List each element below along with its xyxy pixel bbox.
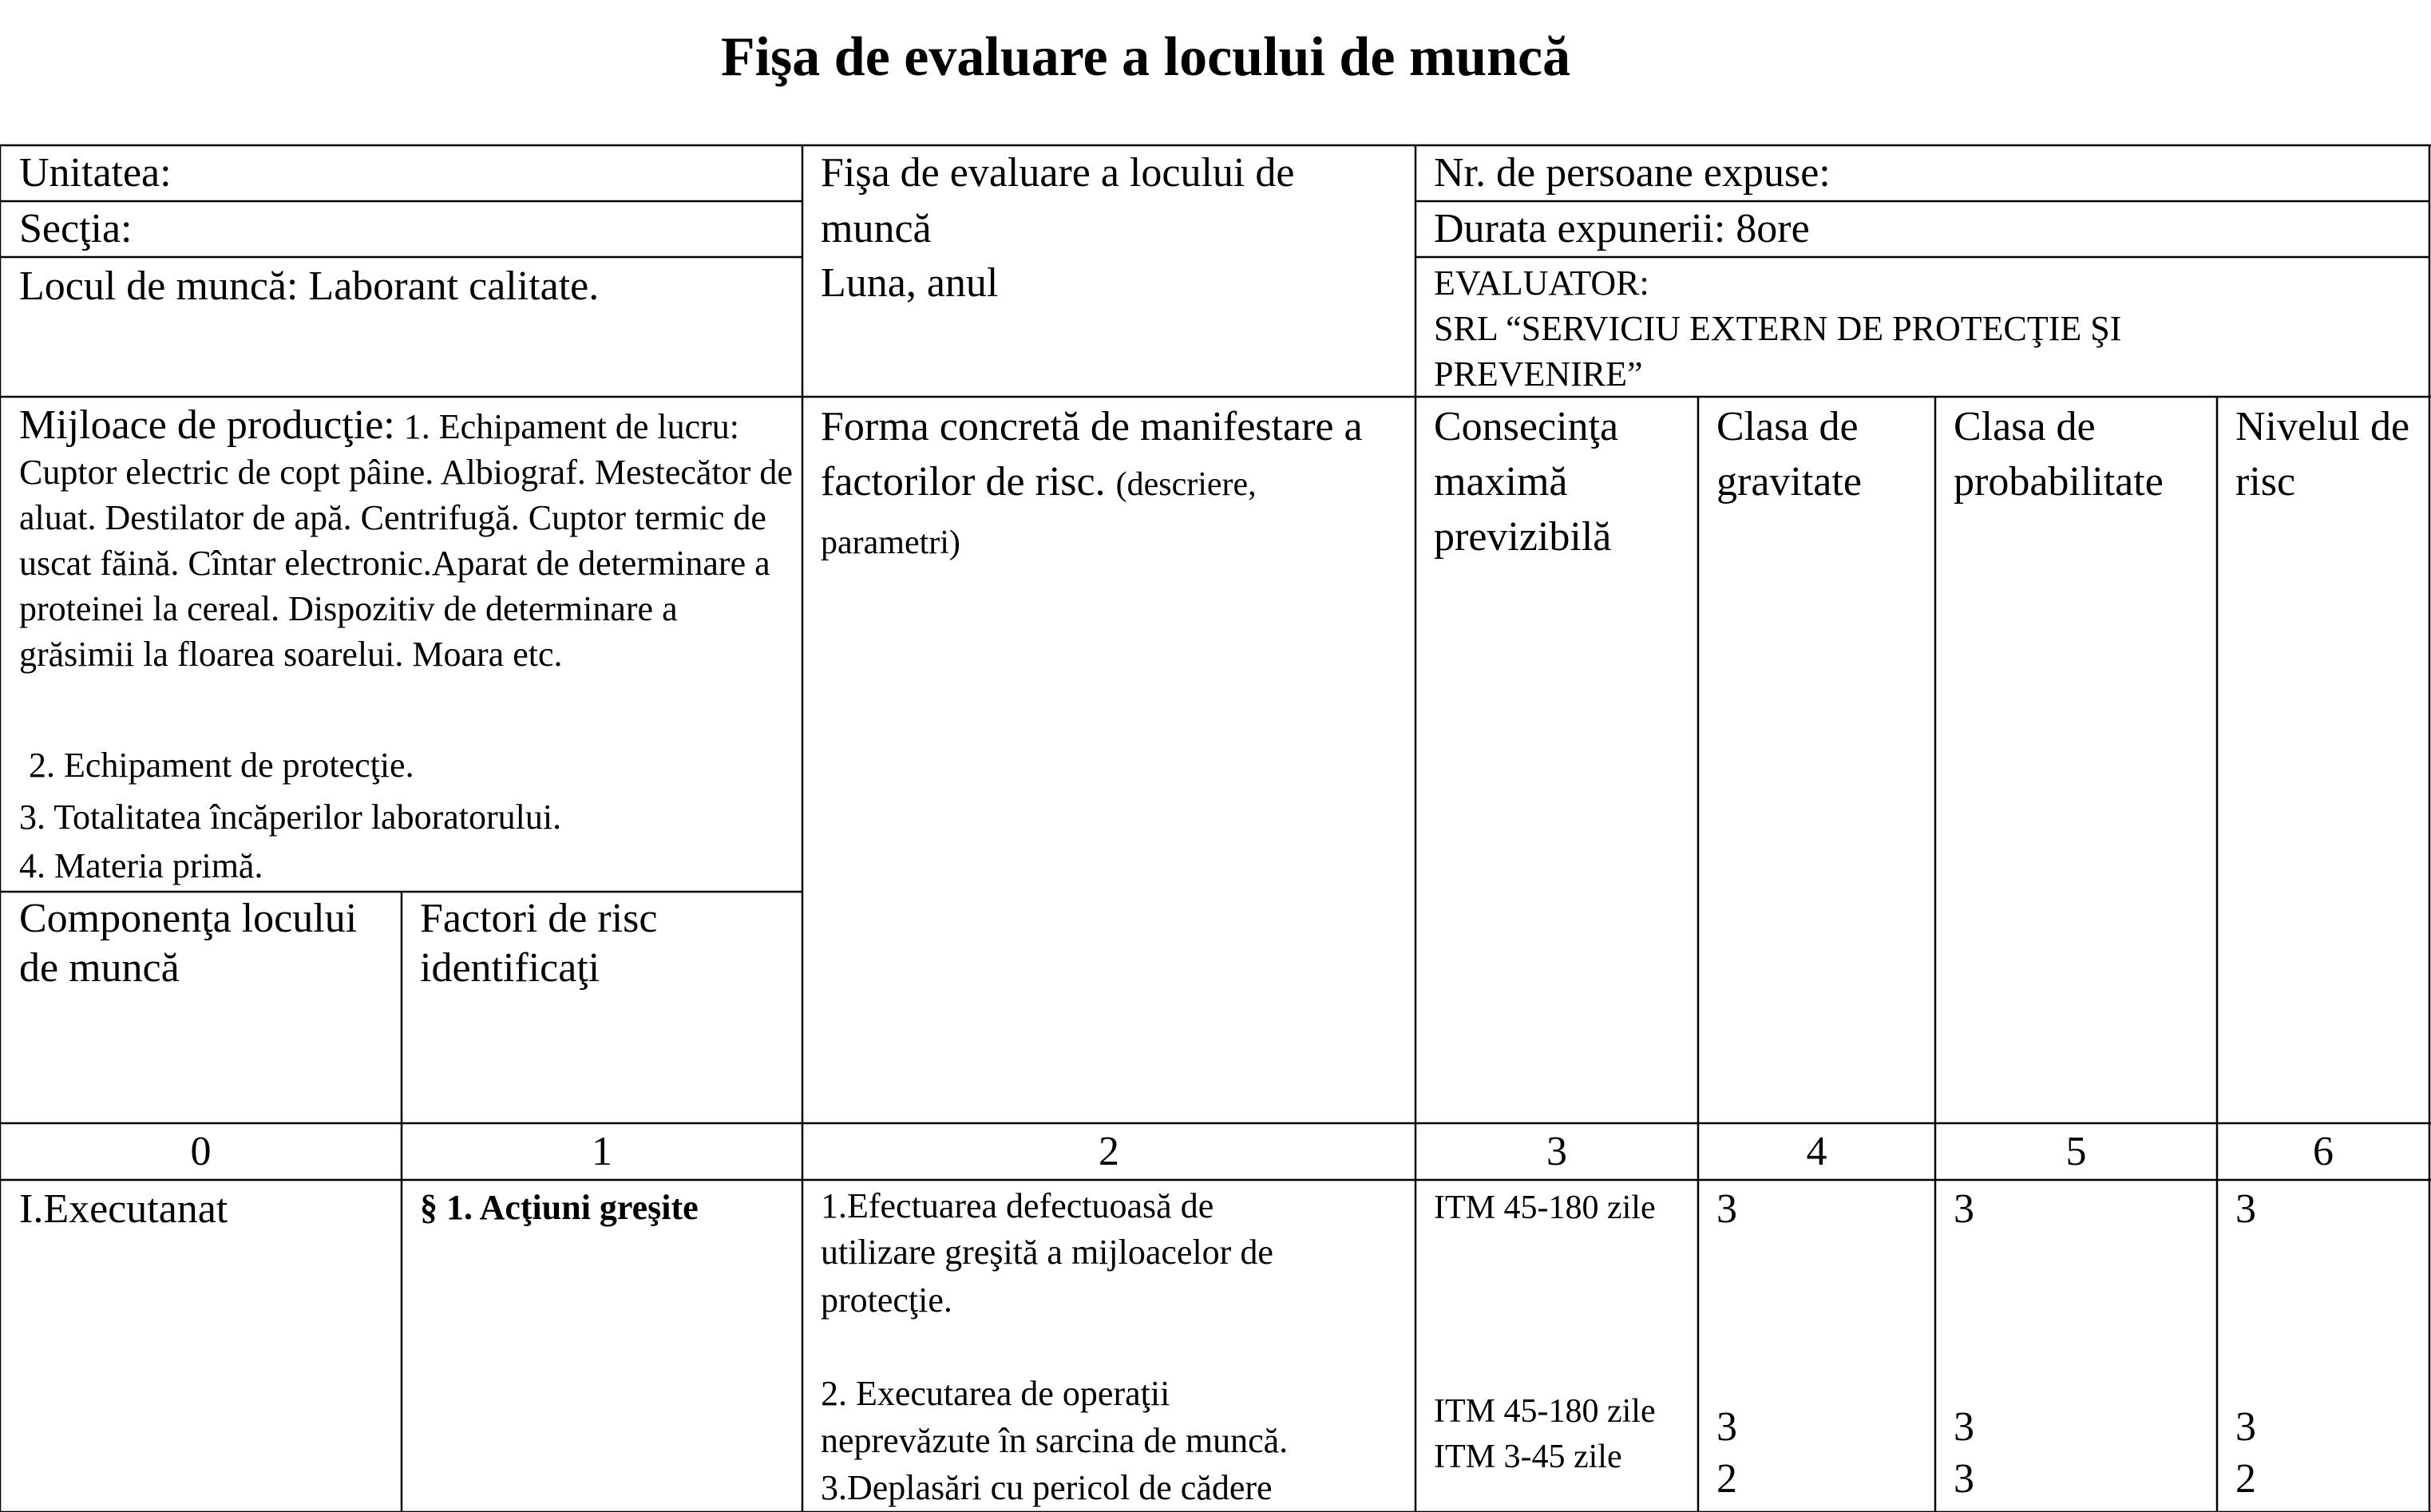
nivel-2: 3: [2235, 1404, 2256, 1450]
col-header-consecinta: Consecinţa maximă previzibilă: [1434, 404, 1619, 560]
evaluator-line1: SRL “SERVICIU EXTERN DE PROTECŢIE ŞI: [1434, 309, 2122, 348]
nivel-3: 2: [2235, 1456, 2256, 1502]
consecinta-2: ITM 45-180 zile: [1434, 1393, 1656, 1430]
gravitate-3: 2: [1716, 1456, 1737, 1502]
risk-item-2-line1: 2. Executarea de operaţii: [821, 1374, 1170, 1413]
col-header-forma-note: (descriere, parametri): [821, 466, 1257, 561]
executant-cell: I.Executanat: [19, 1186, 228, 1232]
section-actiuni-gresite: § 1. Acţiuni greşite: [420, 1188, 699, 1227]
mijloace-item-1: 1. Echipament de lucru: Cuptor electric de copt pâine. Albiograf. Mestecător de aluat. Destilator de apă. Centrifugă. Cuptor termic de uscat făină. Cîntar electronic.Aparat de determinare a proteinei la cereal. Dispozitiv de determinare a grăsimii la floarea soarelui. Moara etc.: [19, 407, 793, 674]
durata-label: Durata expunerii: 8ore: [1434, 206, 1810, 251]
probabilitate-3: 3: [1954, 1456, 1974, 1502]
col-number-5: 5: [2065, 1129, 2087, 1174]
col-header-factori: Factori de risc identificaţi: [420, 896, 658, 991]
mijloace-item-4: 4. Materia primă.: [19, 846, 263, 885]
risk-item-1-line1: 1.Efectuarea defectuoasă de: [821, 1186, 1214, 1225]
locul-de-munca-label: Locul de muncă: Laborant calitate.: [19, 263, 600, 309]
page-title: Fişa de evaluare a locului de muncă: [720, 26, 1571, 88]
col-header-gravitate: Clasa de gravitate: [1716, 404, 1862, 505]
fisa-title-line2: muncă: [821, 206, 932, 251]
risk-item-1-line2: utilizare greşită a mijloacelor de: [821, 1233, 1273, 1272]
evaluator-label: EVALUATOR:: [1434, 263, 1649, 303]
probabilitate-1: 3: [1954, 1186, 1974, 1232]
probabilitate-2: 3: [1954, 1404, 1974, 1450]
col-number-6: 6: [2313, 1129, 2334, 1174]
luna-anul-label: Luna, anul: [821, 260, 999, 306]
sectia-label: Secţia:: [19, 206, 133, 251]
nr-persoane-label: Nr. de persoane expuse:: [1434, 150, 1831, 196]
col-header-probabilitate: Clasa de probabilitate: [1954, 404, 2164, 505]
mijloace-item-3: 3. Totalitatea încăperilor laboratorului.: [19, 798, 562, 837]
consecinta-1: ITM 45-180 zile: [1434, 1189, 1656, 1226]
gravitate-1: 3: [1716, 1186, 1737, 1232]
col-number-3: 3: [1546, 1129, 1567, 1174]
evaluator-line2: PREVENIRE”: [1434, 354, 1643, 394]
col-header-forma-text: Forma concretă de manifestare a factorilor de risc.: [821, 404, 1363, 505]
fisa-title-line1: Fişa de evaluare a locului de: [821, 150, 1295, 196]
mijloace-title: Mijloace de producţie:: [19, 402, 395, 448]
nivel-1: 3: [2235, 1186, 2256, 1232]
risk-item-2-line2: neprevăzute în sarcina de muncă.: [821, 1421, 1289, 1460]
col-header-forma: [821, 399, 1380, 571]
mijloace-item-2: 2. Echipament de protecţie.: [29, 746, 414, 785]
col-number-1: 1: [592, 1129, 612, 1174]
gravitate-2: 3: [1716, 1404, 1737, 1450]
col-header-componenta: Componenţa locului de muncă: [19, 896, 358, 991]
unitatea-label: Unitatea:: [19, 150, 172, 196]
risk-item-3-line1: 3.Deplasări cu pericol de cădere: [821, 1468, 1273, 1507]
col-number-4: 4: [1806, 1129, 1827, 1174]
col-header-nivel: Nivelul de risc: [2235, 404, 2410, 505]
consecinta-3: ITM 3-45 zile: [1434, 1439, 1622, 1475]
col-number-2: 2: [1099, 1129, 1119, 1174]
mijloace-productie: [19, 402, 798, 677]
risk-item-1-line3: protecţie.: [821, 1280, 952, 1320]
col-number-0: 0: [190, 1129, 212, 1174]
